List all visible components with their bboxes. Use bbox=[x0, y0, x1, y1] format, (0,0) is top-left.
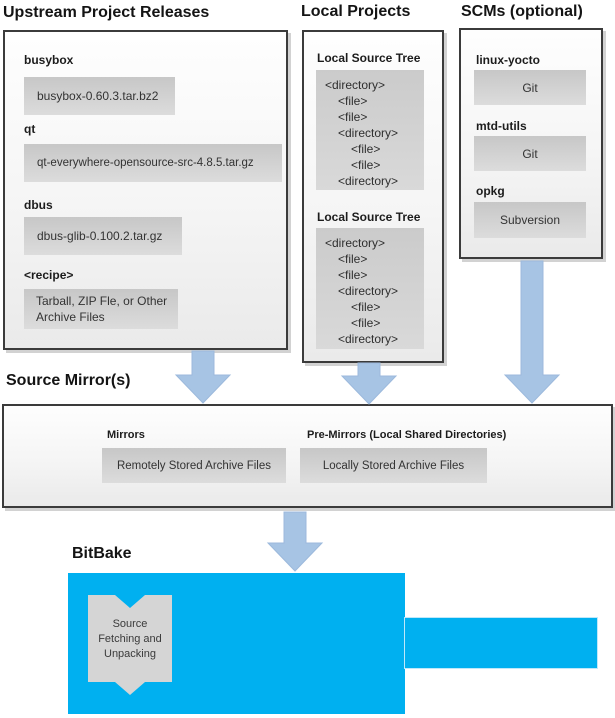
tree-line: <file> bbox=[351, 158, 381, 172]
scms-panel bbox=[459, 28, 603, 259]
source-mirrors-panel bbox=[2, 404, 613, 508]
down-arrow-icon bbox=[342, 363, 396, 404]
tree-line: <file> bbox=[351, 316, 381, 330]
bitbake-process-text: Source Fetching and Unpacking bbox=[98, 618, 162, 660]
premirrors-label: Pre-Mirrors (Local Shared Directories) bbox=[307, 429, 507, 441]
premirrors-box: Locally Stored Archive Files bbox=[300, 448, 487, 483]
tree-line: <directory> bbox=[338, 332, 399, 346]
local-source-tree-label: Local Source Tree bbox=[317, 210, 421, 224]
tree-line: <directory> bbox=[338, 174, 399, 188]
scms-title: SCMs (optional) bbox=[461, 3, 583, 20]
bitbake-output-band bbox=[404, 617, 598, 669]
mirrors-box: Remotely Stored Archive Files bbox=[102, 448, 286, 483]
bitbake-title: BitBake bbox=[72, 545, 132, 562]
scm-item-box: Subversion bbox=[474, 202, 586, 238]
tree-line: <file> bbox=[338, 252, 368, 266]
tree-line: <directory> bbox=[325, 236, 386, 250]
tree-line: <file> bbox=[338, 94, 368, 108]
local-projects-title: Local Projects bbox=[301, 3, 411, 20]
bitbake-process-label bbox=[88, 597, 172, 682]
scm-item-box: Git bbox=[474, 70, 586, 105]
down-arrow-icon bbox=[268, 512, 322, 571]
tree-line: <file> bbox=[351, 300, 381, 314]
upstream-item-label: busybox bbox=[24, 53, 74, 67]
upstream-item-box: qt-everywhere-opensource-src-4.8.5.tar.gz bbox=[24, 144, 282, 182]
upstream-item-label: <recipe> bbox=[24, 268, 74, 282]
tree-line: <file> bbox=[351, 142, 381, 156]
local-source-tree-box bbox=[316, 70, 424, 190]
local-source-tree-label: Local Source Tree bbox=[317, 51, 421, 65]
upstream-item-box: dbus-glib-0.100.2.tar.gz bbox=[24, 217, 182, 255]
upstream-item-label: qt bbox=[24, 122, 36, 136]
tree-line: <file> bbox=[338, 268, 368, 282]
upstream-item-box: Tarball, ZIP Fle, or Other Archive Files bbox=[24, 289, 178, 329]
upstream-title: Upstream Project Releases bbox=[3, 4, 210, 21]
mirrors-label: Mirrors bbox=[107, 429, 145, 441]
local-projects-panel bbox=[302, 30, 444, 363]
upstream-panel bbox=[3, 30, 288, 350]
tree-line: <directory> bbox=[338, 126, 399, 140]
upstream-item-box: busybox-0.60.3.tar.bz2 bbox=[24, 77, 175, 115]
scm-item-box: Git bbox=[474, 136, 586, 171]
tree-line: <directory> bbox=[325, 78, 386, 92]
scm-item-label: mtd-utils bbox=[476, 119, 527, 133]
upstream-item-label: dbus bbox=[24, 198, 53, 212]
scm-item-label: opkg bbox=[476, 184, 505, 198]
down-arrow-icon bbox=[176, 351, 230, 403]
down-arrow-icon bbox=[505, 261, 559, 403]
scm-item-label: linux-yocto bbox=[476, 53, 541, 67]
tree-line: <directory> bbox=[338, 284, 399, 298]
source-mirrors-title: Source Mirror(s) bbox=[6, 372, 131, 389]
local-source-tree-box bbox=[316, 228, 424, 349]
tree-line: <file> bbox=[338, 110, 368, 124]
